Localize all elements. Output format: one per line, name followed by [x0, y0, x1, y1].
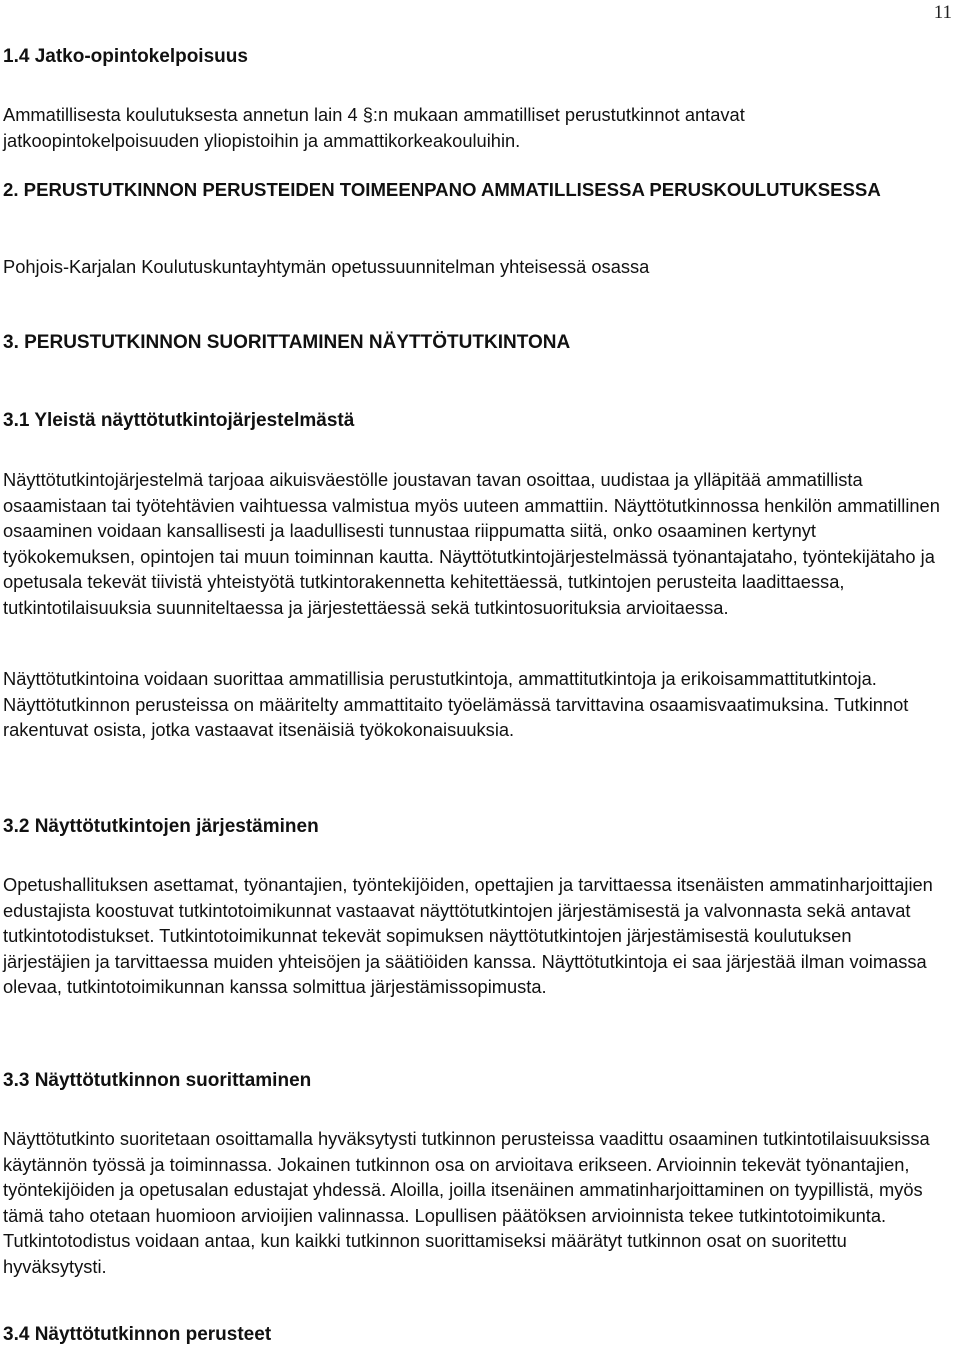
section-3-2-paragraph: Opetushallituksen asettamat, työnantajien, työntekijöiden, opettajien ja tarvittaessa itsenäisten ammatinharjoittajien edustajista koostuvat tutkintotoimikunnat vastaavat näyttötutkintojen järjestämisestä ja valvonnasta sekä antavat tutkintotodistukset. Tutkintotoimikunnat tekevät sopimuksen näyttötutkintojen järjestämisestä koulutuksen järjestäjien ja tarvittaessa muiden yhteisöjen ja säätiöiden kanssa. Näyttötutkintoja ei saa järjestää ilman voimassa olevaa, tutkintotoimikunnan kanssa solmittua järjestämissopimusta. [3, 874, 933, 997]
section-heading-3-2: 3.2 Näyttötutkintojen järjestäminen [3, 816, 319, 837]
section-heading-3-4: 3.4 Näyttötutkinnon perusteet [3, 1324, 272, 1345]
section-3-1-paragraph-1: Näyttötutkintojärjestelmä tarjoaa aikuisväestölle joustavan tavan osoittaa, uudistaa ja ylläpitää ammatillista osaamistaan tai työtehtävien vaihtuessa valmistua myös uuteen ammattiin. Näyttötutkinnossa henkilön ammatillinen osaaminen voidaan kansallisesti ja laadullisesti tunnustaa riippumatta siitä, onko osaaminen kertynyt työkokemuksen, opintojen tai muun toiminnan kautta. Näyttötutkintojärjestelmässä työnantajataho, työntekijätaho ja opetusala tekevät tiivistä yhteistyötä tutkintorakennetta kehitettäessä, tutkintojen perusteita laadittaessa, tutkintotilaisuuksia suunniteltaessa ja järjestettäessä sekä tutkintosuorituksia arvioitaessa. [3, 469, 940, 618]
section-heading-1-4: 1.4 Jatko-opintokelpoisuus [3, 46, 248, 67]
section-2-paragraph: Pohjois-Karjalan Koulutuskuntayhtymän opetussuunnitelman yhteisessä osassa [3, 256, 650, 277]
section-1-4-paragraph: Ammatillisesta koulutuksesta annetun lain 4 §:n mukaan ammatilliset perustutkinnot antavat jatkoopintokelpoisuuden yliopistoihin ja ammattikorkeakouluihin. [3, 104, 745, 151]
page-number: 11 [933, 2, 952, 23]
section-heading-3-1: 3.1 Yleistä näyttötutkintojärjestelmästä [3, 410, 355, 431]
section-heading-3-3: 3.3 Näyttötutkinnon suorittaminen [3, 1070, 312, 1091]
section-3-3-paragraph: Näyttötutkinto suoritetaan osoittamalla hyväksytysti tutkinnon perusteissa vaadittu osaaminen tutkintotilaisuuksissa käytännön työssä ja toiminnassa. Jokainen tutkinnon osa on arvioitava erikseen. Arvioinnin tekevät työnantajien, työntekijöiden ja opetusalan edustajat yhdessä. Aloilla, joilla itsenäinen ammatinharjoittaminen on tyypillistä, myös tämä taho otetaan huomioon arvioijien valinnassa. Lopullisen päätöksen arvioinnista tekee tutkintotoimikunta. Tutkintotodistus voidaan antaa, kun kaikki tutkinnon suorittamiseksi määrätyt tutkinnon osat on suoritettu hyväksytysti. [3, 1128, 930, 1277]
section-3-1-paragraph-2: Näyttötutkintoina voidaan suorittaa ammatillisia perustutkintoja, ammattitutkintoja ja erikoisammattitutkintoja. Näyttötutkinnon perusteissa on määritelty ammattitaito työelämässä tarvittavina osaamisvaatimuksina. Tutkinnot rakentuvat osista, jotka vastaavat itsenäisiä työkokonaisuuksia. [3, 668, 909, 740]
section-heading-2: 2. PERUSTUTKINNON PERUSTEIDEN TOIMEENPANO AMMATILLISESSA PERUSKOULUTUKSESSA [3, 179, 881, 200]
section-heading-3: 3. PERUSTUTKINNON SUORITTAMINEN NÄYTTÖTUTKINTONA [3, 332, 571, 353]
